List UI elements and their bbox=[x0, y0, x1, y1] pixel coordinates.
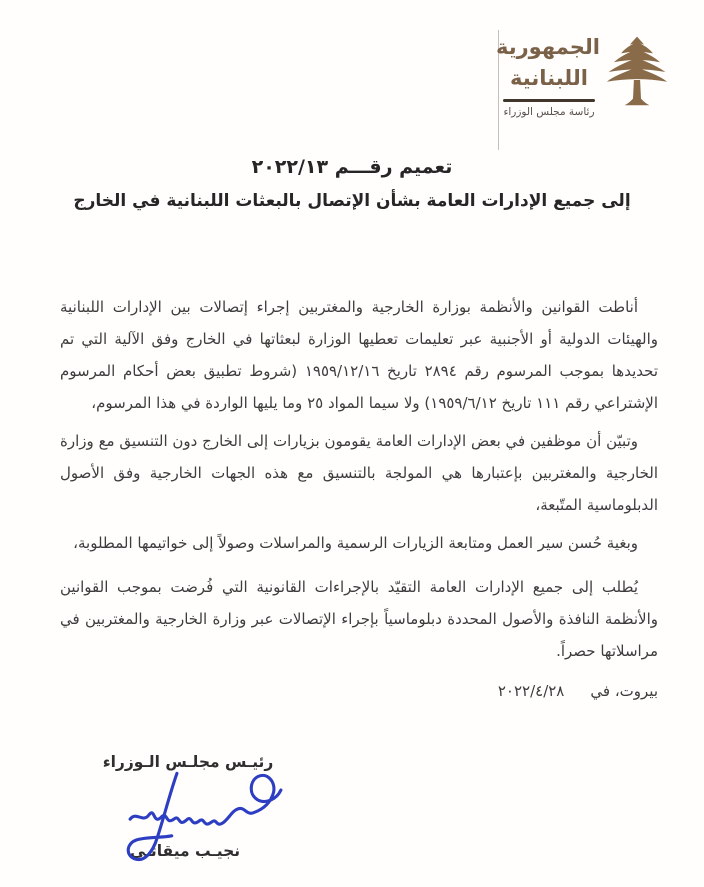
paragraph-observation: وتبيّن أن موظفين في بعض الإدارات العامة يقومون بزيارات إلى الخارج دون التنسيق مع وزارة الخارجية والمغتربين بإعتبارها هي المولجة بالتنسيق مع هذه الجهات الخارجية وفق الأصول الدبلوماسية المتّبعة، bbox=[60, 432, 658, 514]
calligraphy-line-2: اللبنانية bbox=[510, 66, 588, 90]
calligraphy-line-1: الجمهورية bbox=[495, 35, 600, 59]
emblem-text-block bbox=[495, 32, 600, 118]
place-label: بيروت، في bbox=[590, 682, 658, 700]
document-title-block bbox=[0, 150, 704, 218]
lebanese-cedar-icon bbox=[606, 34, 668, 110]
signer-name: نجيـب ميقاتـي bbox=[129, 842, 241, 860]
paragraph-directive: يُطلب إلى جميع الإدارات العامة التقيّد بالإجراءات القانونية التي فُرضت بموجب القوانين والأنظمة النافذة والأصول المحددة دبلوماسياً بإجراء الإتصالات عبر وزارة الخارجية والمغتربين في مراسلاتها حصراً. bbox=[60, 578, 658, 660]
document-body bbox=[60, 291, 658, 673]
emblem-caption: رئاسة مجلس الوزراء bbox=[503, 106, 595, 118]
handwritten-signature-icon bbox=[110, 763, 300, 867]
circular-subject-title: إلى جميع الإدارات العامة بشأن الإتصال بالبعثات اللبنانية في الخارج bbox=[73, 191, 631, 211]
circular-number-title: تعميم رقـــم ٢٠٢٢/١٣ bbox=[251, 156, 453, 178]
date-line bbox=[498, 682, 658, 700]
date-value: ٢٠٢٢/٤/٢٨ bbox=[497, 682, 565, 700]
paragraph-legal-basis: أناطت القوانين والأنظمة بوزارة الخارجية والمغتربين إجراء إتصالات بين الإدارات اللبنانية والهيئات الدولية أو الأجنبية عبر تعليمات تعطيها الوزارة لبعثاتها في الخارج وفق الآلية التي تم تحديدها بموجب المرسوم رقم ٢٨٩٤ تاريخ ١٩٥٩/١٢/١٦ (شروط تطبيق بعض أحكام المرسوم الإشتراعي رقم ١١١ تاريخ ١٩٥٩/٦/١٢) ولا سيما المواد ٢٥ وما يليها الواردة في هذا المرسوم، bbox=[60, 298, 658, 412]
republic-emblem bbox=[495, 32, 668, 118]
paragraph-purpose: وبغية حُسن سير العمل ومتابعة الزيارات الرسمية والمراسلات وصولاً إلى خواتيمها المطلوبة، bbox=[73, 534, 638, 552]
signer-title: رئيـس مجلـس الـوزراء bbox=[102, 753, 274, 771]
emblem-divider bbox=[503, 99, 595, 102]
